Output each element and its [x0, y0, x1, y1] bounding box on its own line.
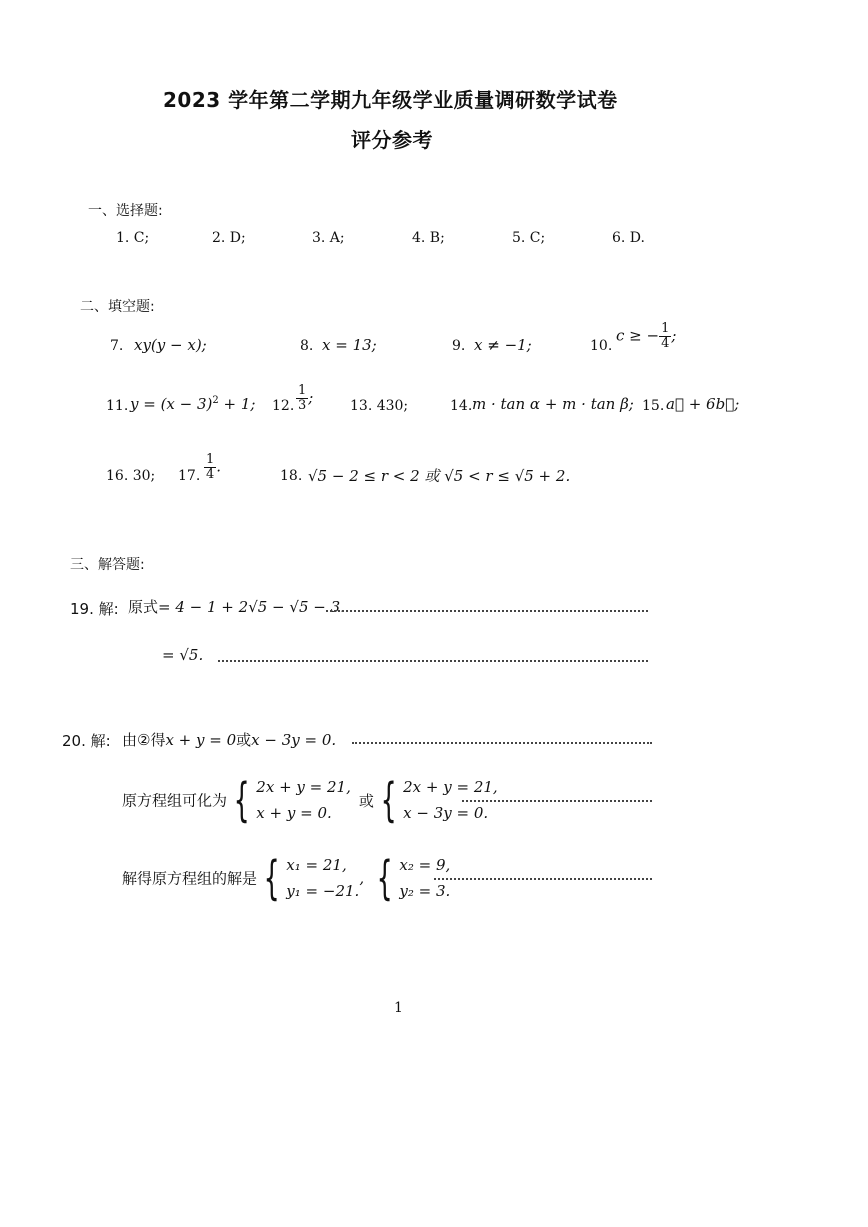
q10-tail: ;: [671, 326, 677, 345]
section-heading-fill: 二、填空题:: [80, 299, 155, 315]
q20-sol2-row1: x₂ = 9,: [399, 856, 451, 874]
q11-number: 11.: [106, 398, 129, 414]
q19-line1-label: 原式: [128, 598, 159, 616]
q9-answer: x ≠ −1;: [474, 336, 532, 354]
q20-label: 20. 解:: [62, 732, 111, 750]
q12-fraction: [296, 384, 308, 412]
q20-solution-1: { x₁ = 21, y₁ = −21.: [263, 851, 360, 905]
q10-answer: [616, 322, 676, 350]
answer-3: 3. A;: [312, 230, 345, 246]
q20-or: 或: [358, 791, 374, 810]
section-heading-solve: 三、解答题:: [70, 557, 145, 573]
q19-line1-expr: = 4 − 1 + 2√5 − √5 − 3.: [158, 598, 345, 616]
page-subtitle: 评分参考: [351, 128, 433, 152]
q10-lhs: c ≥ −: [616, 326, 660, 345]
q19-line1-dots: [326, 610, 648, 612]
q12-denominator: 3: [298, 397, 307, 413]
q19-line1: [128, 596, 345, 617]
q12-answer: [296, 384, 313, 412]
q20-line3-label: 解得原方程组的解是: [122, 869, 258, 888]
q11-exponent: 2: [212, 395, 219, 406]
q20-sys2-row2: x − 3y = 0.: [403, 804, 489, 822]
q15-number: 15.: [642, 398, 665, 414]
q20-line1: [122, 729, 336, 750]
q20-system-1: { 2x + y = 21, x + y = 0.: [233, 773, 351, 827]
answer-5: 5. C;: [512, 230, 546, 246]
q20-solution-2: { x₂ = 9, y₂ = 3.: [376, 851, 451, 905]
q20-sys1-row1: 2x + y = 21,: [256, 778, 351, 796]
q20-line3: [122, 852, 450, 904]
answer-1: 1. C;: [116, 230, 150, 246]
q10-fraction: [659, 322, 671, 350]
q20-line1-cn-a: 由②得: [122, 731, 166, 749]
q13-answer: 13. 430;: [350, 398, 409, 414]
q10-numerator: 1: [661, 321, 670, 336]
q9-number: 9.: [452, 338, 466, 354]
q17-tail: .: [216, 457, 222, 476]
q20-line2-label: 原方程组可化为: [122, 791, 228, 810]
q14-number: 14.: [450, 398, 473, 414]
answer-4: 4. B;: [412, 230, 445, 246]
q10-number: 10.: [590, 338, 613, 354]
q20-line2-dots: [462, 800, 652, 802]
q15-answer: a⃗ + 6b⃗;: [666, 395, 740, 413]
q17-answer: [204, 453, 221, 481]
q11-answer: [130, 395, 255, 413]
q17-fraction: [204, 453, 216, 481]
q20-sol1-row1: x₁ = 21,: [286, 856, 347, 874]
q10-denominator: 4: [661, 335, 670, 351]
q20-comma: ,: [359, 869, 365, 887]
q17-number: 17.: [178, 468, 201, 484]
q20-line1-dots: [352, 742, 652, 744]
q19-line2: = √5.: [162, 646, 204, 664]
q17-numerator: 1: [206, 452, 215, 467]
q20-line3-dots: [434, 878, 652, 880]
q8-number: 8.: [300, 338, 314, 354]
q20-line1-cn-b: 或: [236, 731, 252, 749]
q17-denominator: 4: [206, 466, 215, 482]
q19-line2-dots: [218, 660, 648, 662]
section-heading-choice: 一、选择题:: [88, 203, 163, 219]
q20-sol1-row2: y₁ = −21.: [286, 882, 360, 900]
q14-answer: m · tan α + m · tan β;: [472, 395, 634, 413]
q12-numerator: 1: [298, 383, 307, 398]
q16-answer: 16. 30;: [106, 468, 156, 484]
q7-number: 7.: [110, 338, 124, 354]
q12-tail: ;: [308, 388, 314, 407]
answer-6: 6. D.: [612, 230, 645, 246]
q20-system-2: { 2x + y = 21, x − 3y = 0.: [380, 773, 498, 827]
q20-line2: [122, 774, 498, 826]
q11-expr-b: + 1;: [223, 395, 256, 413]
q20-sys2-row1: 2x + y = 21,: [403, 778, 498, 796]
q20-line1-expr-b: x − 3y = 0.: [251, 731, 337, 749]
answer-2: 2. D;: [212, 230, 246, 246]
page-title: 2023 学年第二学期九年级学业质量调研数学试卷: [163, 88, 618, 112]
q20-sol2-row2: y₂ = 3.: [399, 882, 451, 900]
q18-answer: √5 − 2 ≤ r < 2 或 √5 < r ≤ √5 + 2.: [308, 467, 571, 485]
q20-line1-expr-a: x + y = 0: [165, 731, 237, 749]
q7-answer: xy(y − x);: [134, 336, 207, 354]
q18-number: 18.: [280, 468, 303, 484]
q12-number: 12.: [272, 398, 295, 414]
q8-answer: x = 13;: [322, 336, 377, 354]
q19-label: 19. 解:: [70, 600, 119, 618]
q20-sys1-row2: x + y = 0.: [256, 804, 332, 822]
q11-expr-a: y = (x − 3): [130, 395, 213, 413]
page-number: 1: [394, 1000, 403, 1016]
